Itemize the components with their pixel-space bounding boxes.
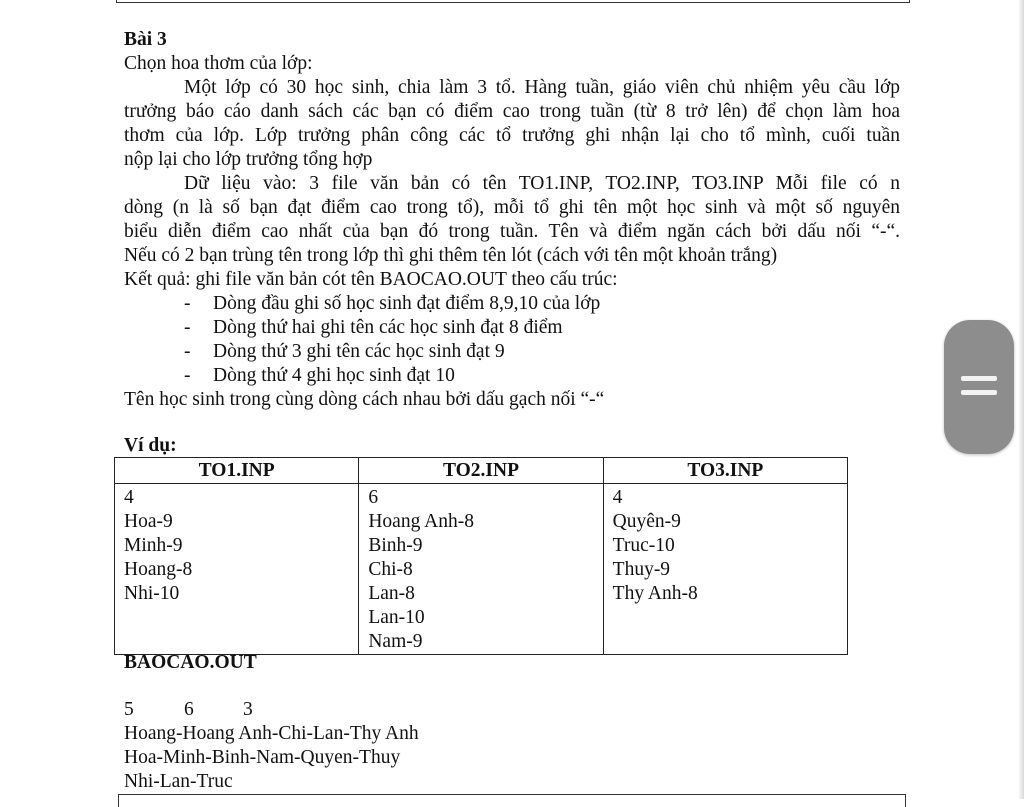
separator-note: Tên học sinh trong cùng dòng cách nhau bởi dấu gạch nối “-“	[124, 389, 605, 410]
grip-line-icon	[961, 390, 997, 395]
page-edge-shadow	[1018, 0, 1024, 799]
bullet-dash: -	[184, 293, 191, 314]
bullet-item-4: Dòng thứ 4 ghi học sinh đạt 10	[213, 365, 455, 386]
table-header-to3: TO3.INP	[603, 458, 847, 484]
table-cell-line: Hoa-9	[124, 511, 173, 532]
table-cell-line: Hoang Anh-8	[368, 511, 474, 532]
output-count-10: 3	[243, 699, 253, 720]
bullet-item-3: Dòng thứ 3 ghi tên các học sinh đạt 9	[213, 341, 505, 362]
bullet-dash: -	[184, 341, 191, 362]
bullet-item-2: Dòng thứ hai ghi tên các học sinh đạt 8 điểm	[213, 317, 563, 338]
scroll-handle[interactable]	[944, 320, 1014, 454]
table-header-row	[115, 458, 848, 484]
table-cell-line: Lan-10	[368, 607, 425, 628]
paragraph1-line-4: nộp lại cho lớp trưởng tổng hợp	[124, 149, 373, 170]
table-cell-line: Truc-10	[612, 535, 675, 556]
table-header-to1: TO1.INP	[115, 458, 359, 484]
paragraph1-line-2: trưởng báo cáo danh sách các bạn có điểm cao trong tuần (từ 8 trở lên) để chọn làm hoa	[124, 101, 900, 122]
table-cell-line: Lan-8	[368, 583, 415, 604]
previous-box-border	[116, 0, 910, 3]
table-cell-line: Chi-8	[368, 559, 413, 580]
bullet-item-1: Dòng đầu ghi số học sinh đạt điểm 8,9,10 của lớp	[213, 293, 601, 314]
table-cell-line: Minh-9	[124, 535, 183, 556]
paragraph1-line-3: thơm của lớp. Lớp trưởng phân công các tổ trưởng ghi nhận lại cho tổ mình, cuối tuần	[124, 125, 900, 146]
output-line-3: Nhi-Lan-Truc	[124, 771, 233, 792]
table-cell-line: 6	[368, 487, 379, 508]
paragraph2-line-3: biểu diễn điểm cao nhất của bạn đó trong tuần. Tên và điểm ngăn cách bởi dấu nối “-“.	[124, 221, 900, 242]
table-cell-line: 4	[612, 487, 623, 508]
bullet-dash: -	[184, 317, 191, 338]
example-table	[114, 457, 848, 655]
output-line-1: Hoang-Hoang Anh-Chi-Lan-Thy Anh	[124, 723, 419, 744]
table-cell-line: Nam-9	[368, 631, 423, 652]
table-cell-line: Thy Anh-8	[612, 583, 698, 604]
result-intro: Kết quả: ghi file văn bản cót tên BAOCAO.OUT theo cấu trúc:	[124, 269, 618, 290]
grip-line-icon	[961, 376, 997, 381]
table-body-row	[115, 484, 848, 655]
table-cell-line: Nhi-10	[124, 583, 180, 604]
table-cell-line: Thuy-9	[612, 559, 671, 580]
exercise-heading: Bài 3	[124, 29, 167, 50]
to1-cell	[115, 484, 359, 655]
output-count-8: 5	[124, 699, 134, 720]
to2-cell	[359, 484, 603, 655]
output-title: BAOCAO.OUT	[124, 652, 257, 673]
paragraph2-line-4: Nếu có 2 bạn trùng tên trong lớp thì ghi thêm tên lót (cách với tên một khoản trắng)	[124, 245, 778, 266]
table-cell-line: Hoang-8	[124, 559, 193, 580]
exercise-subtitle: Chọn hoa thơm của lớp:	[124, 53, 313, 74]
output-line-2: Hoa-Minh-Binh-Nam-Quyen-Thuy	[124, 747, 401, 768]
table-cell-line: Quyên-9	[612, 511, 681, 532]
bullet-dash: -	[184, 365, 191, 386]
table-cell-line: 4	[124, 487, 134, 508]
paragraph2-line-2: dòng (n là số bạn đạt điểm cao trong tổ), mỗi tổ ghi tên một học sinh và một số nguyên	[124, 197, 900, 218]
next-box-border	[118, 794, 906, 807]
to3-cell	[603, 484, 847, 655]
paragraph2-line-1: Dữ liệu vào: 3 file văn bản có tên TO1.INP, TO2.INP, TO3.INP Mỗi file có n	[184, 173, 900, 194]
table-header-to2: TO2.INP	[359, 458, 603, 484]
paragraph1-line-1: Một lớp có 30 học sinh, chia làm 3 tổ. Hàng tuần, giáo viên chủ nhiệm yêu cầu lớp	[184, 77, 900, 98]
table-cell-line: Binh-9	[368, 535, 423, 556]
example-label: Ví dụ:	[124, 435, 177, 456]
output-count-9: 6	[184, 699, 194, 720]
